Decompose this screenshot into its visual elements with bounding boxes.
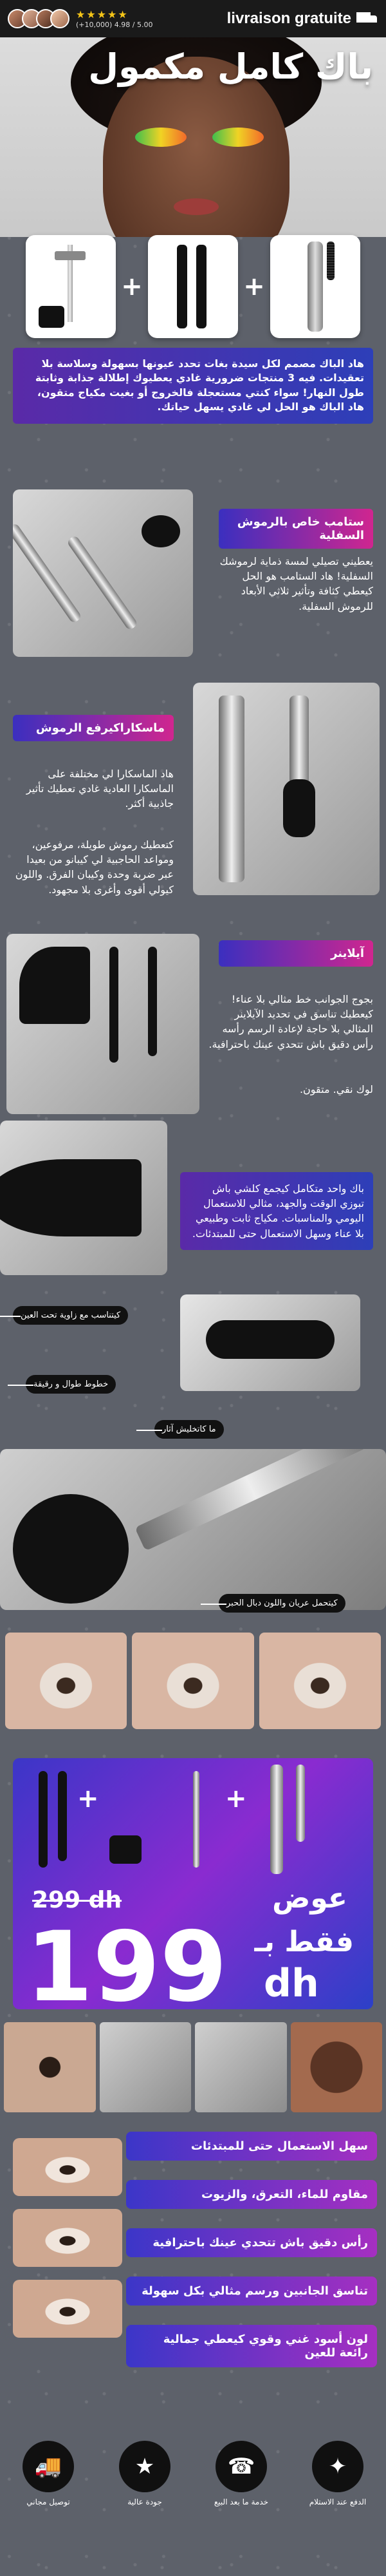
stamp-product-image [13,489,193,657]
callout-no-marks: ما كاتخليش آثار [154,1420,224,1439]
trust-quality [113,2441,177,2506]
feature-item: تناسق الجانبين ورسم مثالي بكل سهولة [126,2277,377,2306]
plus-icon: + [243,272,265,301]
eyeliner-pen [177,245,187,328]
feature-item: لون أسود غني وقوي كيعطي جمالية رائعة للعين [126,2325,377,2367]
trust-label: الدفع عند الاستلام [309,2497,367,2506]
callout-thin-lines: خطوط طوال و رقيقة [26,1375,116,1394]
eyeliner-pen [109,947,118,1063]
plus-icon: + [77,1784,99,1814]
old-price: 299 dh [32,1887,122,1913]
trust-label: جودة عالية [127,2497,162,2506]
stamp-lashes [206,1320,335,1359]
eyeliner-pen [39,1771,48,1868]
rating-text: (+10,000) 4.98 / 5.00 [76,21,153,29]
new-price: 199 [26,1911,228,2009]
eye-closeup [5,1633,127,1729]
stamp-handle [193,1771,199,1868]
mascara-brush [327,242,335,280]
gallery-thumbnails [0,2022,386,2112]
support-icon: ☎ [216,2441,267,2492]
feature-eye-image [13,2209,122,2267]
delivery-icon: 🚚 [23,2441,74,2492]
stamp-jar [142,515,180,547]
plus-icon: + [121,272,143,301]
feature-item: سهل الاستعمال حتى للمبتدئات [126,2132,377,2161]
mascara-tube [270,1765,283,1874]
shipping-label: livraison gratuite [226,10,351,27]
stamp-jar [39,306,64,328]
stamp-tool [134,1449,367,1551]
eyeshadow-right [212,128,264,147]
callout-under-eye: كيتناسب مع زاوية تحت العين [13,1306,128,1325]
eyeshadow-left [135,128,187,147]
stamp-head-closeup [180,1294,360,1391]
gallery-image [291,2022,383,2112]
payment-icon: ✦ [312,2441,363,2492]
eyeliner-product-image [6,934,199,1114]
eyeliner-tip-closeup [0,1121,167,1275]
trust-support [209,2441,273,2506]
lips [174,198,219,215]
ink-jar [13,1494,129,1604]
was-label: عوض [272,1882,347,1915]
stamp-ink-image [0,1449,386,1610]
only-label: فقط بـ [254,1926,354,1958]
trust-label: توصيل مجاني [26,2497,70,2506]
eyeliner-pen [148,947,157,1056]
mascara-tube [219,696,244,882]
eyeliner-description: بجوج الجوانب خط مثالي بلا عناء! كيعطيك تناسق في تحديد الآيلاينر المثالي بلا حاجة لإعادة الرسم رأسه رأس دقيق باش تتحدي عينك باحترافية. [208,993,373,1050]
price-offer [13,1758,373,2009]
features-list [0,2125,386,2396]
eyeliner-badge: آيلاينر [219,940,373,967]
trust-payment [306,2441,370,2506]
eye-closeup [259,1633,381,1729]
hero-image [0,37,386,237]
trust-delivery [16,2441,80,2506]
gallery-image [4,2022,96,2112]
stamp-tool-head [55,251,86,260]
hero-title: باك كامل مكمول [88,46,373,87]
eyeliner-description-2: لوك نقي. متقون. [299,1083,373,1095]
eyeliner-stamp-tip [19,947,90,1024]
mascara-wand [290,696,309,792]
currency: dh [264,1961,319,2006]
eyeliner-pen [196,245,207,328]
mascara-description-1: هاد الماسكارا لي مختلفة على الماسكارا العادية غادي تعطيك تأثير جاذبية أكثر. [26,768,174,810]
mascara-badge: ماسكاراكيرفع الرموش [13,715,174,741]
mascara-description-2: كتعطيك رموش طويلة، مرفوعين، ومواعد الحاجبية لي كيبانو من بعيدا عبر ضربة وحدة وكيبان الفرق. واللون كيولي أقوى وأغرى بلا مجهود. [15,838,174,896]
before-after-eyes [0,1633,386,1729]
eyeliner-pen [58,1771,67,1861]
plus-icon: + [225,1784,247,1814]
quality-icon: ★ [119,2441,170,2492]
avatar [50,9,69,28]
stamp-badge: ستامب خاص بالرموش السفلية [219,509,373,549]
trust-icons [0,2441,386,2563]
top-bar [0,0,386,37]
stamp-description: يعطيني تصيلي لمسة ذماية لرموشك السفلية! هاد الستامب هو الحل كيعطي كثافة وتأثير ثلاثي الأبعاد للرموش السفلية. [219,555,373,612]
free-shipping [227,10,378,28]
callout-ink-durable: كيتحمل عريان واللون دبال الحبر [219,1594,345,1613]
customer-avatars [8,9,69,28]
eye-closeup [132,1633,253,1729]
stamp-jar [109,1835,142,1864]
feature-eye-image [13,2280,122,2338]
mascara-tube [308,242,323,332]
rating-stars: ★★★★★ [76,8,129,21]
combo-description: باك واحد متكامل كيجمع كلشي باش تبوزي الوقت والجهد، مثالي للاستعمال اليومي والمناسبات. مكياج ثابت وطبيعي بلا عناء وسهل الاستعمال حتى للمبتدئات. [180,1172,373,1250]
gallery-image [195,2022,287,2112]
rating [76,8,152,29]
truck-icon [356,11,378,26]
product-card-stamp [26,235,116,338]
intro-text: هاد الباك مصمم لكل سيدة بغات تحدد عيونها بسهولة وسلاسة بلا تعقيدات. فيه 3 منتجات ضرورية غادي يعطيوك إطلالة جذابة وثابتة طول النهار! سواء كنتي مستعجلة فالخروج أو بغيت مكياج متقون، هاد الباك هو الحل لي غادي يسهل حياتك. [13,348,373,424]
gallery-image [100,2022,192,2112]
feature-item: مقاوم للماء، التعرق، والزيوت [126,2180,377,2209]
feature-item: رأس دقيق باش تتحدي عينك باحترافية [126,2228,377,2257]
product-card-eyeliner [148,235,238,338]
trust-label: خدمة ما بعد البيع [214,2497,269,2506]
mascara-wand [296,1765,305,1842]
mascara-brush [283,779,315,837]
eyeliner-tip [0,1159,142,1236]
feature-eye-image [13,2138,122,2196]
product-bundle-row [26,229,360,345]
product-card-mascara [270,235,360,338]
mascara-product-image [193,683,380,895]
